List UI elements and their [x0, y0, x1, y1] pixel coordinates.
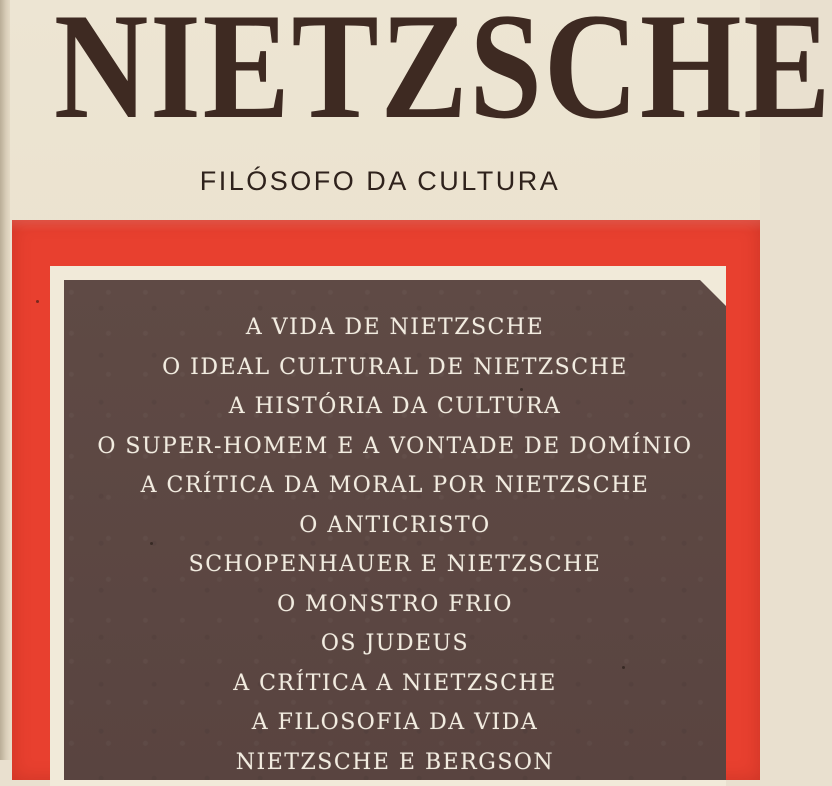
contents-item: O ANTICRISTO — [299, 512, 491, 538]
cover-spine-edge — [0, 0, 10, 760]
contents-item: A HISTÓRIA DA CULTURA — [228, 394, 562, 419]
book-subtitle: FILÓSOFO DA CULTURA — [199, 166, 561, 196]
paper-speck — [622, 666, 625, 669]
contents-item: A VIDA DE NIETZSCHE — [245, 315, 545, 340]
contents-item: O IDEAL CULTURAL DE NIETZSCHE — [162, 354, 628, 380]
paper-speck — [520, 388, 523, 391]
contents-item: A CRÍTICA A NIETZSCHE — [233, 670, 557, 696]
contents-item: OS JUDEUS — [320, 631, 470, 656]
paper-speck — [150, 542, 153, 545]
paper-speck — [36, 300, 39, 303]
contents-item: A CRÍTICA DA MORAL POR NIETZSCHE — [140, 473, 650, 498]
contents-item: O MONSTRO FRIO — [277, 591, 513, 617]
book-title: NIETZSCHE — [53, 0, 832, 150]
contents-item: SCHOPENHAUER E NIETZSCHE — [188, 552, 602, 577]
contents-item: A FILOSOFIA DA VIDA — [251, 710, 539, 735]
contents-item: O SUPER-HOMEM E A VONTADE DE DOMÍNIO — [97, 433, 693, 459]
contents-list — [64, 308, 726, 782]
contents-item: NIETZSCHE E BERGSON — [235, 749, 555, 775]
panel-folded-corner — [700, 280, 726, 306]
